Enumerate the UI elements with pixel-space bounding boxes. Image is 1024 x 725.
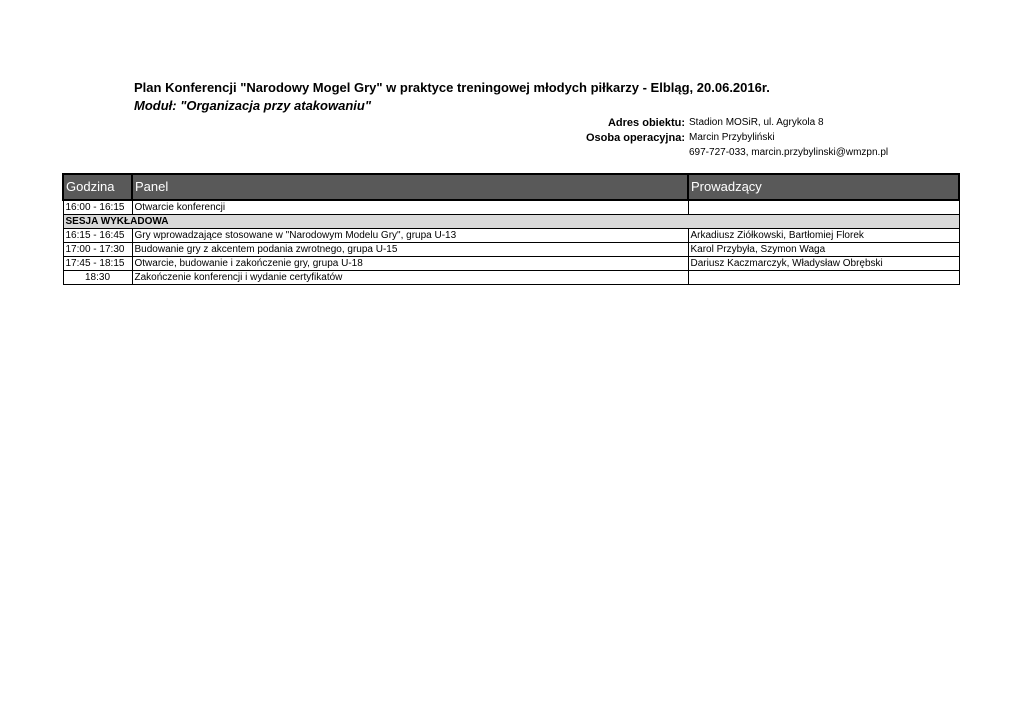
section-label: SESJA WYKŁADOWA	[63, 215, 959, 229]
row-time: 16:15 - 16:45	[63, 229, 132, 243]
row-panel: Otwarcie, budowanie i zakończenie gry, grupa U-18	[132, 257, 688, 271]
row-time: 16:00 - 16:15	[63, 200, 132, 215]
contact-details: 697-727-033, marcin.przybylinski@wmzpn.pl	[689, 147, 889, 158]
row-leader: Arkadiusz Ziółkowski, Bartłomiej Florek	[688, 229, 959, 243]
contact-details-row	[500, 145, 950, 160]
schedule-table	[62, 173, 960, 285]
table-row	[63, 271, 959, 285]
address-value: Stadion MOSiR, ul. Agrykola 8	[689, 117, 824, 128]
row-leader	[688, 271, 959, 285]
table-row	[63, 229, 959, 243]
row-panel: Otwarcie konferencji	[132, 200, 688, 215]
document-title: Plan Konferencji "Narodowy Mogel Gry" w praktyce treningowej młodych piłkarzy - Elbląg, 20.06.2016r.	[134, 80, 770, 95]
row-time: 17:45 - 18:15	[63, 257, 132, 271]
address-row	[500, 115, 950, 130]
row-time: 18:30	[63, 271, 132, 285]
table-row	[63, 243, 959, 257]
contact-value: Marcin Przybyliński	[689, 132, 775, 143]
address-label: Adres obiektu:	[607, 116, 685, 129]
row-panel: Zakończenie konferencji i wydanie certyfikatów	[132, 271, 688, 285]
row-panel: Budowanie gry z akcentem podania zwrotnego, grupa U-15	[132, 243, 688, 257]
document-subtitle: Moduł: "Organizacja przy atakowaniu"	[134, 98, 371, 113]
row-time: 17:00 - 17:30	[63, 243, 132, 257]
row-leader: Karol Przybyła, Szymon Waga	[688, 243, 959, 257]
row-panel: Gry wprowadzające stosowane w "Narodowym Modelu Gry", grupa U-13	[132, 229, 688, 243]
section-row	[63, 215, 959, 229]
row-leader	[688, 200, 959, 215]
table-row	[63, 200, 959, 215]
header-panel: Panel	[132, 174, 688, 200]
header-time: Godzina	[63, 174, 132, 200]
table-header-row	[63, 174, 959, 200]
row-leader: Dariusz Kaczmarczyk, Władysław Obrębski	[688, 257, 959, 271]
header-leader: Prowadzący	[688, 174, 959, 200]
contact-row	[500, 130, 950, 145]
table-row	[63, 257, 959, 271]
contact-label: Osoba operacyjna:	[585, 131, 685, 144]
venue-info	[500, 115, 950, 160]
